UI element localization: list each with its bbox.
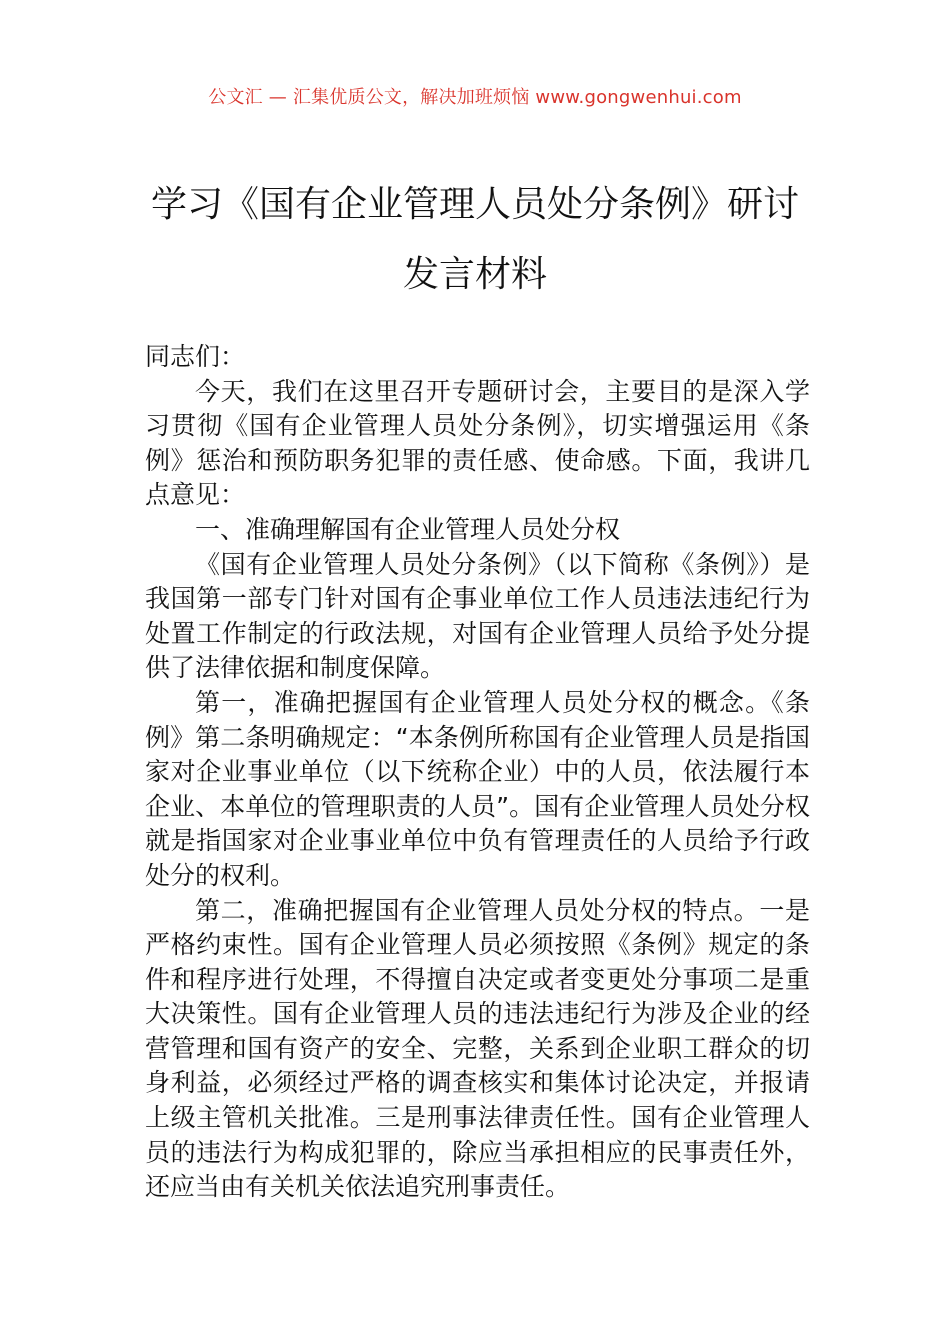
section-heading-1: 一、准确理解国有企业管理人员处分权: [195, 514, 621, 544]
title-line-1: 学习《国有企业管理人员处分条例》研讨: [150, 184, 799, 225]
title-line-2: 发言材料: [402, 254, 547, 295]
document-title: [100, 170, 850, 310]
site-banner: 公文汇 — 汇集优质公文，解决加班烦恼 www.gongwenhui.com: [208, 87, 742, 108]
paragraph-intro: 今天，我们在这里召开专题研讨会，主要目的是深入学习贯彻《国有企业管理人员处分条例》，切实增强运用《条例》惩治和预防职务犯罪的责任感、使命感。下面，我讲几点意见：: [145, 376, 810, 510]
paragraph-characteristics: 第二，准确把握国有企业管理人员处分权的特点。一是严格约束性。国有企业管理人员必须按照《条例》规定的条件和程序进行处理，不得擅自决定或者变更处分事项二是重大决策性。国有企业管理人员的违法违纪行为涉及企业的经营管理和国有资产的安全、完整，关系到企业职工群众的切身利益，必须经过严格的调查核实和集体讨论决定，并报请上级主管机关批准。三是刑事法律责任性。国有企业管理人员的违法行为构成犯罪的，除应当承担相应的民事责任外，还应当由有关机关依法追究刑事责任。: [145, 895, 810, 1202]
paragraph-regulation-overview: 《国有企业管理人员处分条例》（以下简称《条例》）是我国第一部专门针对国有企事业单位工作人员违法违纪行为处置工作制定的行政法规，对国有企业管理人员给予处分提供了法律依据和制度保障。: [145, 549, 810, 683]
paragraph-concept: 第一，准确把握国有企业管理人员处分权的概念。《条例》第二条明确规定：“本条例所称国有企业管理人员是指国家对企业事业单位（以下统称企业）中的人员，依法履行本企业、本单位的管理职责的人员”。国有企业管理人员处分权就是指国家对企业事业单位中负有管理责任的人员给予行政处分的权利。: [145, 687, 810, 890]
document-body: [145, 340, 810, 1205]
salutation: 同志们：: [145, 342, 246, 371]
